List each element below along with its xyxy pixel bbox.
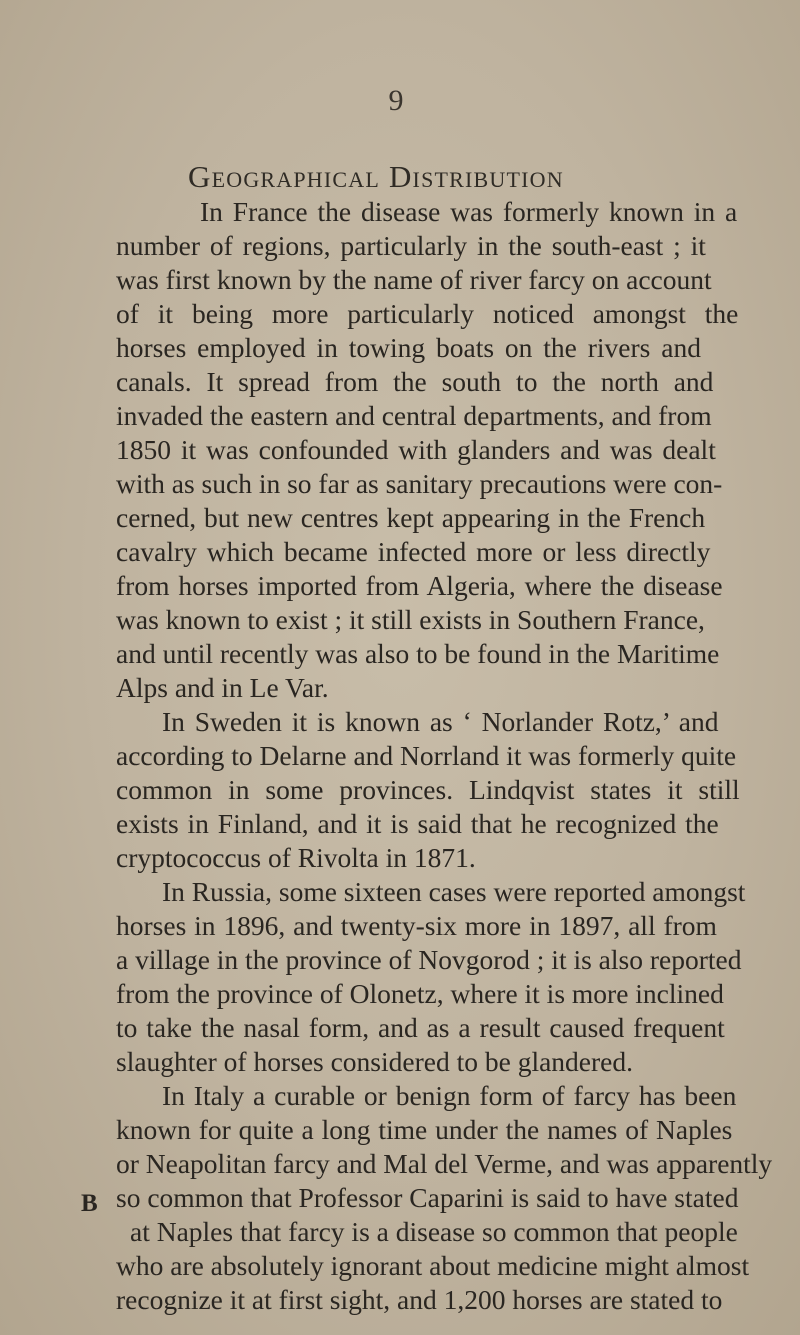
signature-mark: B: [81, 1190, 98, 1217]
text-line: to take the nasal form, and as a result caused frequent: [116, 1012, 725, 1043]
text-line: according to Delarne and Norrland it was formerly quite: [116, 740, 737, 771]
text-line: at Naples that farcy is a disease so common that people: [130, 1216, 738, 1247]
text-line: of it being more particularly noticed amongst the: [116, 298, 739, 329]
text-line: Alps and in Le Var.: [116, 672, 329, 703]
text-line: cavalry which became infected more or less directly: [116, 536, 711, 567]
text-line: common in some provinces. Lindqvist states it still: [116, 774, 740, 805]
text-line: horses employed in towing boats on the rivers and: [116, 332, 701, 363]
text-line: with as such in so far as sanitary precautions were con-: [116, 468, 723, 499]
text-line: known for quite a long time under the names of Naples: [116, 1114, 733, 1145]
text-line: from the province of Olonetz, where it is more inclined: [116, 978, 724, 1009]
text-line: In France the disease was formerly known in a: [200, 196, 738, 227]
text-line: a village in the province of Novgorod ; it is also reported: [116, 944, 742, 975]
text-line: 1850 it was confounded with glanders and was dealt: [116, 434, 716, 465]
text-line: cryptococcus of Rivolta in 1871.: [116, 842, 476, 873]
text-line: who are absolutely ignorant about medicine might almost: [116, 1250, 750, 1281]
text-line: and until recently was also to be found in the Maritime: [116, 638, 720, 669]
text-line: In Sweden it is known as ‘ Norlander Rotz,’ and: [162, 706, 719, 737]
text-line: cerned, but new centres kept appearing in the French: [116, 502, 706, 533]
text-line: so common that Professor Caparini is said to have stated: [116, 1182, 739, 1213]
text-line: was known to exist ; it still exists in Southern France,: [116, 604, 705, 635]
text-line: exists in Finland, and it is said that he recognized the: [116, 808, 719, 839]
text-line: invaded the eastern and central departments, and from: [116, 400, 712, 431]
text-line: from horses imported from Algeria, where the disease: [116, 570, 723, 601]
text-line: number of regions, particularly in the south-east ; it: [116, 230, 706, 261]
section-heading: Geographical Distribution: [188, 159, 564, 194]
text-line: horses in 1896, and twenty-six more in 1897, all from: [116, 910, 717, 941]
page-number: 9: [388, 84, 404, 117]
text-line: In Italy a curable or benign form of farcy has been: [162, 1080, 737, 1111]
text-line: slaughter of horses considered to be glandered.: [116, 1046, 633, 1077]
text-line: or Neapolitan farcy and Mal del Verme, and was apparently: [116, 1148, 773, 1179]
text-line: was first known by the name of river farcy on account: [116, 264, 712, 295]
text-line: recognize it at first sight, and 1,200 horses are stated to: [116, 1284, 723, 1315]
text-line: canals. It spread from the south to the north and: [116, 366, 714, 397]
text-line: In Russia, some sixteen cases were reported amongst: [162, 876, 746, 907]
